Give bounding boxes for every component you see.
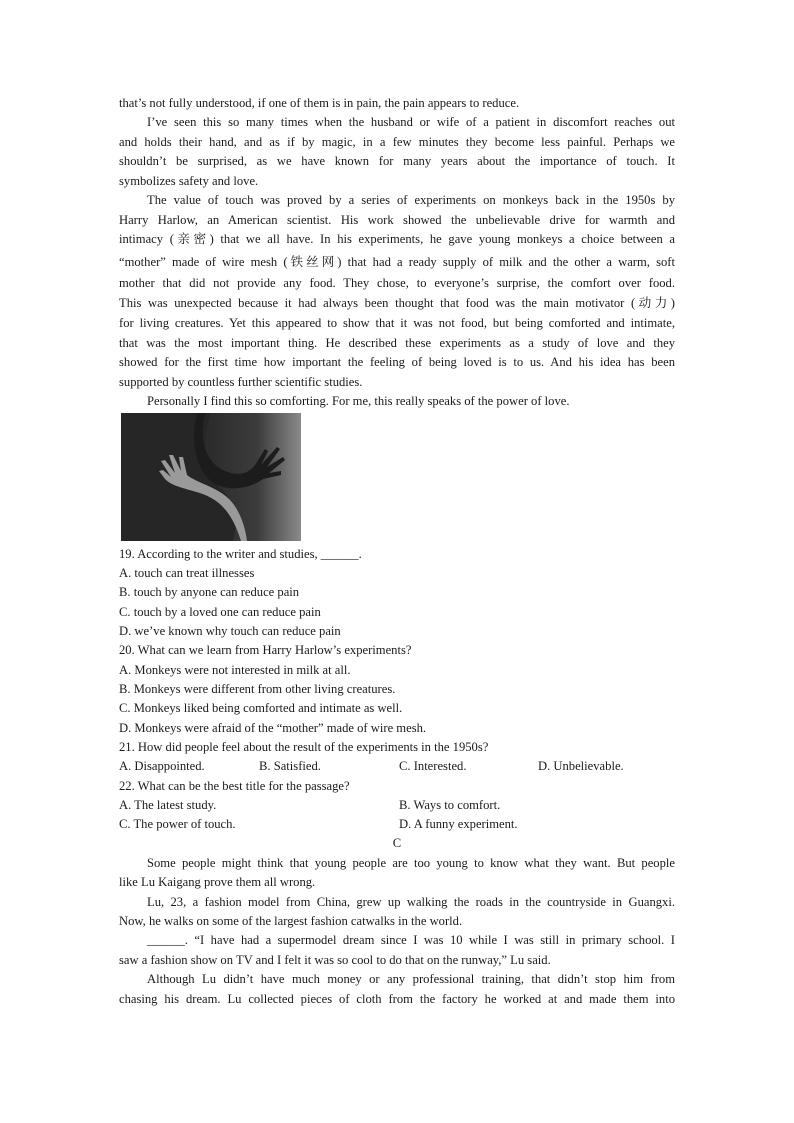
section-c-line: like Lu Kaigang prove them all wrong. [119,875,316,889]
question-19-option-c[interactable]: C. touch by a loved one can reduce pain [119,605,321,619]
question-20-stem: 20. What can we learn from Harry Harlow’s experiments? [119,643,412,657]
question-22-option-c[interactable]: C. The power of touch. [119,817,236,831]
question-20-option-a[interactable]: A. Monkeys were not interested in milk at all. [119,663,351,677]
passage-line: for living creatures. Yet this appeared to show that it was not food, but being comforted and intimate, [119,316,675,330]
question-21-option-a[interactable]: A. Disappointed. [119,759,205,773]
passage-line: symbolizes safety and love. [119,174,259,188]
passage-line: I’ve seen this so many times when the husband or wife of a patient in discomfort reaches out [147,115,675,129]
section-c-line: saw a fashion show on TV and I felt it was so cool to do that on the runway,” Lu said. [119,953,551,967]
section-c-heading: C [392,836,402,850]
arms-illustration-svg [121,413,301,541]
embracing-arms-illustration [121,413,301,541]
question-22-option-a[interactable]: A. The latest study. [119,798,217,812]
question-20-option-c[interactable]: C. Monkeys liked being comforted and intimate as well. [119,701,403,715]
passage-line: This was unexpected because it had always been thought that food was the main motivator (动力) [119,296,675,310]
question-20-option-d[interactable]: D. Monkeys were afraid of the “mother” made of wire mesh. [119,721,427,735]
passage-line: “mother” made of wire mesh (铁丝网) that had a ready supply of milk and the other a warm, soft [119,255,675,269]
section-c-line: Lu, 23, a fashion model from China, grew up walking the roads in the countryside in Guangxi. [147,895,675,909]
question-22-option-b[interactable]: B. Ways to comfort. [399,798,501,812]
passage-line: and holds their hand, and as if by magic, in a few minutes they become less painful. Perhaps we [119,135,675,149]
section-c-line: chasing his dream. Lu collected pieces of cloth from the factory he worked at and made them into [119,992,675,1006]
question-19-option-a[interactable]: A. touch can treat illnesses [119,566,255,580]
question-21-option-b[interactable]: B. Satisfied. [259,759,321,773]
passage-line: supported by countless further scientific studies. [119,375,363,389]
question-22-option-d[interactable]: D. A funny experiment. [399,817,518,831]
section-c-line: Now, he walks on some of the largest fashion catwalks in the world. [119,914,463,928]
section-c-line: Although Lu didn’t have much money or any professional training, that didn’t stop him from [147,972,675,986]
passage-line: mother that did not provide any food. They chose, to everyone’s surprise, the comfort over food. [119,276,675,290]
passage-line: Harry Harlow, an American scientist. His work showed the unbelievable drive for warmth and [119,213,675,227]
passage-line: intimacy (亲密) that we all have. In his experiments, he gave young monkeys a choice between a [119,232,675,246]
question-19-stem: 19. According to the writer and studies, ______. [119,547,362,561]
section-c-line: Some people might think that young people are too young to know what they want. But people [147,856,675,870]
passage-line: showed for the first time how important the feeling of being loved is to us. And his idea has been [119,355,675,369]
question-22-stem: 22. What can be the best title for the passage? [119,779,350,793]
question-20-option-b[interactable]: B. Monkeys were different from other living creatures. [119,682,396,696]
question-21-option-c[interactable]: C. Interested. [399,759,467,773]
question-19-option-b[interactable]: B. touch by anyone can reduce pain [119,585,300,599]
passage-line: that was the most important thing. He described these experiments as a study of love and they [119,336,675,350]
section-c-line: ______. “I have had a supermodel dream since I was 10 while I was still in primary school. I [147,933,675,947]
question-19-option-d[interactable]: D. we’ve known why touch can reduce pain [119,624,341,638]
question-21-stem: 21. How did people feel about the result of the experiments in the 1950s? [119,740,489,754]
passage-line: shouldn’t be surprised, as we have known for many years about the importance of touch. It [119,154,675,168]
question-21-option-d[interactable]: D. Unbelievable. [538,759,624,773]
passage-line: Personally I find this so comforting. For me, this really speaks of the power of love. [147,394,570,408]
passage-line: that’s not fully understood, if one of them is in pain, the pain appears to reduce. [119,96,520,110]
passage-line: The value of touch was proved by a series of experiments on monkeys back in the 1950s by [147,193,675,207]
